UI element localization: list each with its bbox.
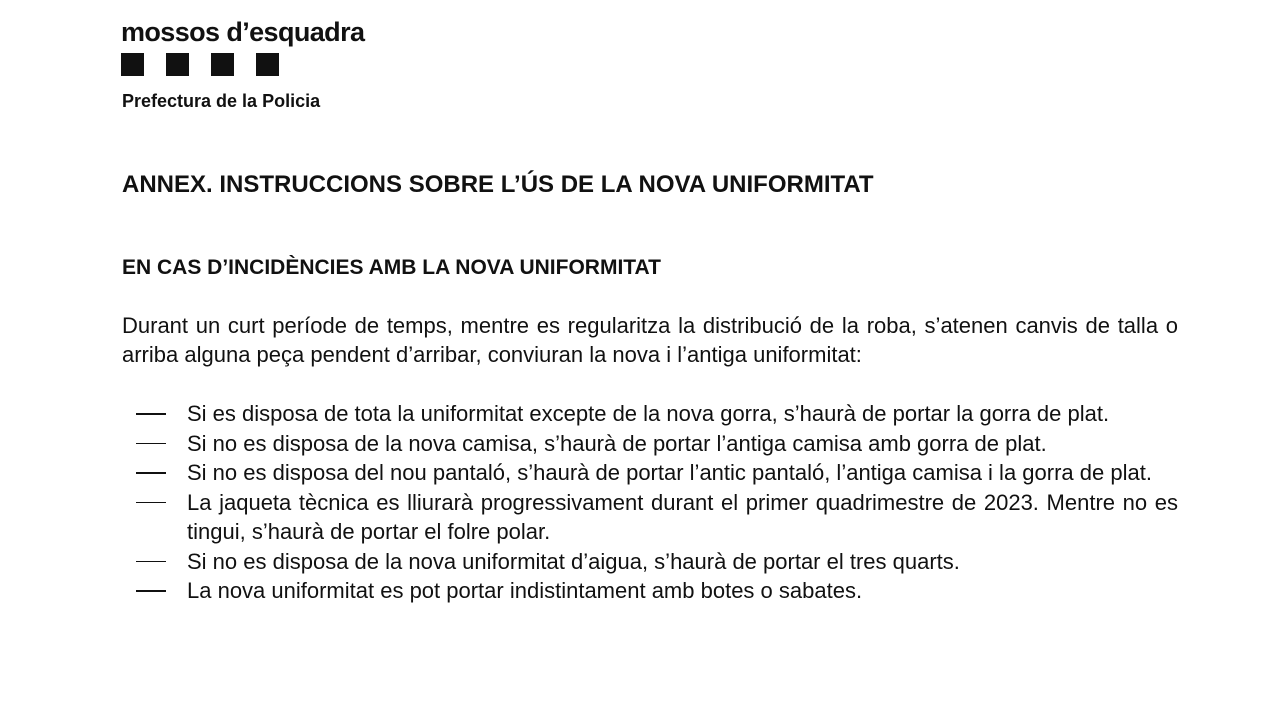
section-title: EN CAS D’INCIDÈNCIES AMB LA NOVA UNIFORMITAT bbox=[122, 256, 661, 279]
list-item bbox=[122, 488, 1178, 547]
list-item-text: Si no es disposa del nou pantaló, s’haurà de portar l’antic pantaló, l’antiga camisa i la gorra de plat. bbox=[187, 460, 1152, 485]
logo-square bbox=[211, 53, 234, 76]
list-item bbox=[122, 399, 1178, 429]
list-item bbox=[122, 458, 1178, 488]
logo-square bbox=[256, 53, 279, 76]
dash-bullet bbox=[136, 561, 166, 563]
list-item bbox=[122, 547, 1178, 577]
logo-wordmark: mossos d’esquadra bbox=[121, 17, 365, 47]
list-item bbox=[122, 429, 1178, 459]
annex-title: ANNEX. INSTRUCCIONS SOBRE L’ÚS DE LA NOVA UNIFORMITAT bbox=[122, 171, 874, 198]
dash-bullet bbox=[136, 590, 166, 592]
list-item-text: Si no es disposa de la nova camisa, s’haurà de portar l’antiga camisa amb gorra de plat. bbox=[187, 430, 1047, 456]
list-item-text: Si no es disposa de la nova uniformitat d’aigua, s’haurà de portar el tres quarts. bbox=[187, 548, 960, 574]
intro-paragraph: Durant un curt període de temps, mentre es regularitza la distribució de la roba, s’atenen canvis de talla o arriba alguna peça pendent d’arribar, conviuran la nova i l’antiga uniformitat: bbox=[122, 313, 1178, 367]
list-item-text: La jaqueta tècnica es lliurarà progressivament durant el primer quadrimestre de 2023. Mentre no es tingui, s’haurà de portar el folre polar. bbox=[187, 489, 1178, 544]
dash-bullet bbox=[136, 443, 166, 445]
list-item-text: Si es disposa de tota la uniformitat excepte de la nova gorra, s’haurà de portar la gorra de plat. bbox=[187, 401, 1110, 426]
department-subtitle: Prefectura de la Policia bbox=[122, 91, 321, 111]
dash-bullet bbox=[136, 413, 166, 415]
list-item-text: La nova uniformitat es pot portar indistintament amb botes o sabates. bbox=[187, 578, 863, 603]
logo-square bbox=[166, 53, 189, 76]
instruction-list bbox=[122, 399, 1178, 606]
dash-bullet bbox=[136, 472, 166, 474]
list-item bbox=[122, 576, 1178, 606]
dash-bullet bbox=[136, 502, 166, 504]
logo-square bbox=[121, 53, 144, 76]
